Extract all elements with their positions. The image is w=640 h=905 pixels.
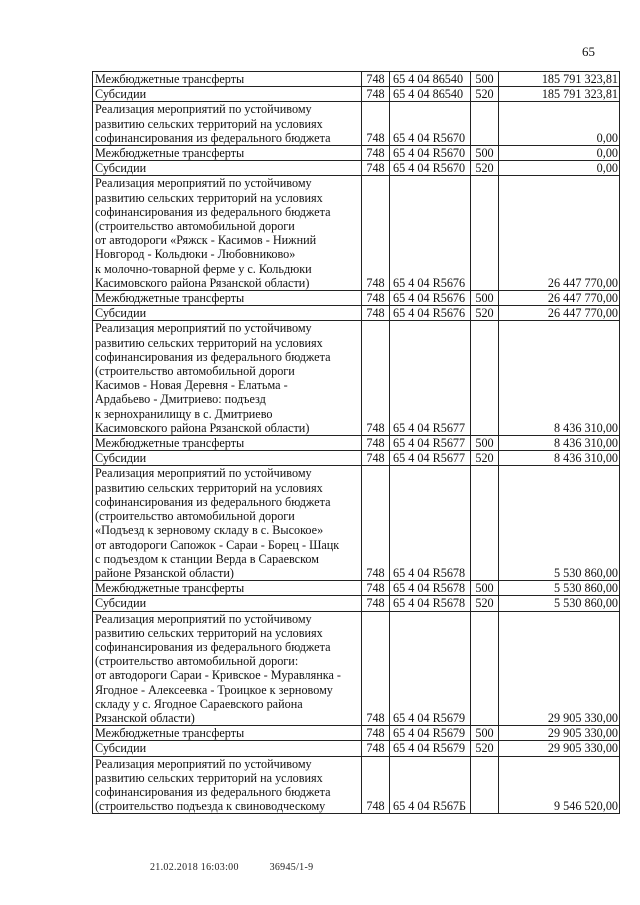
row-code: 748 xyxy=(362,596,390,611)
row-csr: 65 4 04 R5670 xyxy=(390,146,471,161)
table-row xyxy=(93,451,620,466)
row-vr xyxy=(471,611,499,726)
row-sum: 5 530 860,00 xyxy=(499,596,620,611)
row-code: 748 xyxy=(362,611,390,726)
row-code: 748 xyxy=(362,291,390,306)
row-csr: 65 4 04 R5679 xyxy=(390,741,471,756)
row-code: 748 xyxy=(362,436,390,451)
row-name: Реализация мероприятий по устойчивому развитию сельских территорий на условиях софинансирования из федерального бюджета xyxy=(93,102,362,146)
row-vr: 520 xyxy=(471,596,499,611)
row-vr xyxy=(471,176,499,291)
row-vr: 500 xyxy=(471,436,499,451)
table-row xyxy=(93,87,620,102)
row-name: Субсидии xyxy=(93,306,362,321)
row-name: Субсидии xyxy=(93,596,362,611)
budget-table xyxy=(92,71,620,814)
row-name: Межбюджетные трансферты xyxy=(93,726,362,741)
table-row xyxy=(93,611,620,726)
row-vr: 520 xyxy=(471,451,499,466)
table-row xyxy=(93,72,620,87)
row-name: Межбюджетные трансферты xyxy=(93,72,362,87)
row-csr: 65 4 04 R5678 xyxy=(390,596,471,611)
row-name: Реализация мероприятий по устойчивому развитию сельских территорий на условиях софинансирования из федерального бюджета (строительство автомобильной дороги от автодороги «Ряжск - Касимов - Нижний Новгород - Кольдюки - Любовниково» к молочно-товарной ферме у с. Кольдюки Касимовского района Рязанской области) xyxy=(93,176,362,291)
row-sum: 0,00 xyxy=(499,102,620,146)
row-csr: 65 4 04 R5670 xyxy=(390,161,471,176)
row-code: 748 xyxy=(362,306,390,321)
row-sum: 8 436 310,00 xyxy=(499,321,620,436)
row-csr: 65 4 04 R5678 xyxy=(390,466,471,581)
row-vr: 500 xyxy=(471,146,499,161)
table-row xyxy=(93,161,620,176)
table-row xyxy=(93,756,620,814)
table-row xyxy=(93,741,620,756)
row-code: 748 xyxy=(362,726,390,741)
page-number: 65 xyxy=(582,44,595,59)
row-name: Реализация мероприятий по устойчивому развитию сельских территорий на условиях софинансирования из федерального бюджета (строительство автомобильной дороги: от автодороги Сараи - Кривское - Муравлянка - Ягодное - Алексеевка - Троицкое к зерновому складу у с. Ягодное Сараевского района Рязанской области) xyxy=(93,611,362,726)
row-sum: 29 905 330,00 xyxy=(499,741,620,756)
row-sum: 8 436 310,00 xyxy=(499,436,620,451)
row-name: Субсидии xyxy=(93,87,362,102)
row-vr: 520 xyxy=(471,87,499,102)
row-vr: 520 xyxy=(471,741,499,756)
row-code: 748 xyxy=(362,72,390,87)
row-sum: 5 530 860,00 xyxy=(499,466,620,581)
row-sum: 185 791 323,81 xyxy=(499,72,620,87)
row-name: Субсидии xyxy=(93,741,362,756)
row-vr: 500 xyxy=(471,581,499,596)
row-code: 748 xyxy=(362,466,390,581)
row-csr: 65 4 04 R5676 xyxy=(390,306,471,321)
row-code: 748 xyxy=(362,741,390,756)
row-name: Межбюджетные трансферты xyxy=(93,581,362,596)
row-sum: 26 447 770,00 xyxy=(499,291,620,306)
row-vr xyxy=(471,102,499,146)
row-code: 748 xyxy=(362,161,390,176)
row-csr: 65 4 04 R5677 xyxy=(390,451,471,466)
row-name: Реализация мероприятий по устойчивому развитию сельских территорий на условиях софинансирования из федерального бюджета (строительство автомобильной дороги Касимов - Новая Деревня - Елатьма - Ардабьево - Дмитриево: подъезд к зернохранилищу в с. Дмитриево Касимовского района Рязанской области) xyxy=(93,321,362,436)
row-name: Межбюджетные трансферты xyxy=(93,146,362,161)
row-vr xyxy=(471,756,499,814)
row-sum: 29 905 330,00 xyxy=(499,726,620,741)
table-row xyxy=(93,581,620,596)
table-row xyxy=(93,321,620,436)
row-sum: 0,00 xyxy=(499,161,620,176)
row-code: 748 xyxy=(362,451,390,466)
footer-doc-id: 36945/1-9 xyxy=(269,862,314,873)
footer xyxy=(150,862,313,873)
row-vr xyxy=(471,466,499,581)
row-code: 748 xyxy=(362,756,390,814)
row-sum: 26 447 770,00 xyxy=(499,176,620,291)
row-csr: 65 4 04 86540 xyxy=(390,72,471,87)
row-sum: 26 447 770,00 xyxy=(499,306,620,321)
table-row xyxy=(93,466,620,581)
row-vr: 520 xyxy=(471,306,499,321)
row-code: 748 xyxy=(362,321,390,436)
row-sum: 8 436 310,00 xyxy=(499,451,620,466)
row-csr: 65 4 04 R5679 xyxy=(390,611,471,726)
row-name: Межбюджетные трансферты xyxy=(93,291,362,306)
footer-datetime: 21.02.2018 16:03:00 xyxy=(150,862,239,873)
row-vr: 500 xyxy=(471,291,499,306)
row-csr: 65 4 04 86540 xyxy=(390,87,471,102)
row-code: 748 xyxy=(362,146,390,161)
row-name: Реализация мероприятий по устойчивому развитию сельских территорий на условиях софинансирования из федерального бюджета (строительство автомобильной дороги «Подъезд к зерновому складу в с. Высокое» от автодороги Сапожок - Сараи - Борец - Шацк с подъездом к станции Верда в Сараевском районе Рязанской области) xyxy=(93,466,362,581)
row-csr: 65 4 04 R5677 xyxy=(390,321,471,436)
row-vr: 500 xyxy=(471,726,499,741)
row-code: 748 xyxy=(362,176,390,291)
row-name: Субсидии xyxy=(93,451,362,466)
row-vr xyxy=(471,321,499,436)
row-csr: 65 4 04 R567Б xyxy=(390,756,471,814)
row-code: 748 xyxy=(362,581,390,596)
row-csr: 65 4 04 R5676 xyxy=(390,291,471,306)
row-sum: 0,00 xyxy=(499,146,620,161)
row-code: 748 xyxy=(362,87,390,102)
row-name: Межбюджетные трансферты xyxy=(93,436,362,451)
row-sum: 9 546 520,00 xyxy=(499,756,620,814)
row-csr: 65 4 04 R5677 xyxy=(390,436,471,451)
row-csr: 65 4 04 R5678 xyxy=(390,581,471,596)
table-row xyxy=(93,596,620,611)
row-code: 748 xyxy=(362,102,390,146)
row-csr: 65 4 04 R5679 xyxy=(390,726,471,741)
row-csr: 65 4 04 R5670 xyxy=(390,102,471,146)
table-row xyxy=(93,291,620,306)
table-row xyxy=(93,176,620,291)
row-vr: 520 xyxy=(471,161,499,176)
table-row xyxy=(93,436,620,451)
row-sum: 5 530 860,00 xyxy=(499,581,620,596)
row-sum: 29 905 330,00 xyxy=(499,611,620,726)
row-name: Реализация мероприятий по устойчивому развитию сельских территорий на условиях софинансирования из федерального бюджета (строительство подъезда к свиноводческому xyxy=(93,756,362,814)
table-row xyxy=(93,726,620,741)
row-vr: 500 xyxy=(471,72,499,87)
row-csr: 65 4 04 R5676 xyxy=(390,176,471,291)
row-name: Субсидии xyxy=(93,161,362,176)
table-row xyxy=(93,102,620,146)
table-row xyxy=(93,146,620,161)
row-sum: 185 791 323,81 xyxy=(499,87,620,102)
table-row xyxy=(93,306,620,321)
